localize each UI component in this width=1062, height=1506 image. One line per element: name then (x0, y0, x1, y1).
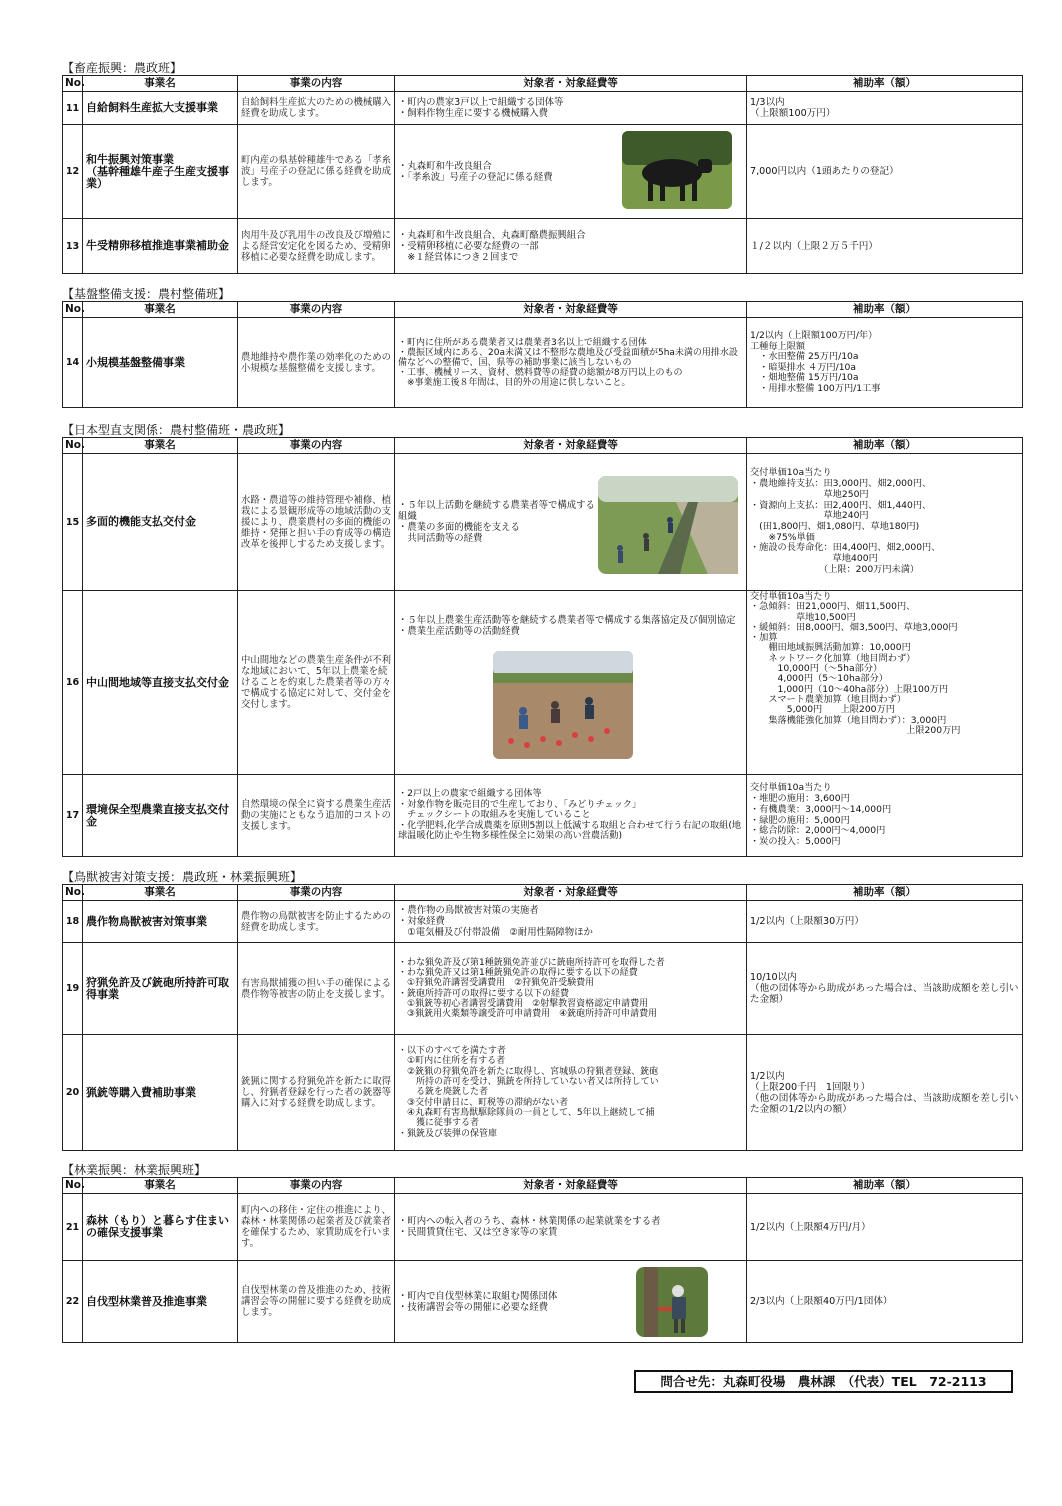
row-content: 銃猟に関する狩猟免許を新たに取得し、狩猟者登録を行った者の銃器等購入に対する経費を助成します。 (238, 1035, 395, 1151)
header-name: 事業名 (83, 885, 238, 901)
row-content: 自然環境の保全に資する農業生産活動の実施にともなう追加的コストの支援します。 (238, 775, 395, 857)
row-name: 農作物鳥獣被害対策事業 (83, 901, 238, 943)
row-target-cell (395, 454, 747, 591)
table-row (63, 901, 1023, 943)
row-name: 多面的機能支払交付金 (83, 454, 238, 591)
header-name: 事業名 (83, 302, 238, 318)
row-no: 13 (63, 219, 83, 274)
table-row (63, 125, 1023, 219)
row-name: 狩猟免許及び銃砲所持許可取得事業 (83, 943, 238, 1035)
row-content: 自給飼料生産拡大のための機械購入経費を助成します。 (238, 92, 395, 125)
table-header (63, 302, 1023, 318)
header-name: 事業名 (83, 76, 238, 92)
row-target: ・以下のすべてを満たす者 ①町内に住所を有する者 ②銃猟の狩猟免許を新たに取得し、宮城県の狩猟者登録、銃砲 所持の許可を受け、猟銃を所持していない者又は所持してい る銃を廃銃した者 ③交付申請日に、町税等の滞納がない者 ④丸森町有害鳥獣駆除隊員の一員として、5年以上継続して捕 獲に従事する者 ・猟銃及び装弾の保管庫 (395, 1035, 747, 1151)
row-no: 16 (63, 591, 83, 775)
header-content: 事業の内容 (238, 1178, 395, 1194)
row-target: ・町内の農家3戸以上で組織する団体等 ・飼料作物生産に要する機械購入費 (395, 92, 747, 125)
row-content: 有害鳥獣捕獲の担い手の確保による農作物等被害の防止を支援します。 (238, 943, 395, 1035)
table-row (63, 1194, 1023, 1261)
table-row (63, 1035, 1023, 1151)
header-target: 対象者・対象経費等 (395, 302, 747, 318)
row-no: 21 (63, 1194, 83, 1261)
row-no: 12 (63, 125, 83, 219)
row-content: 農作物の鳥獣被害を防止するための経費を助成します。 (238, 901, 395, 943)
table-header (63, 885, 1023, 901)
header-rate: 補助率（額） (747, 885, 1023, 901)
header-no: No. (63, 438, 83, 454)
row-no: 15 (63, 454, 83, 591)
table-row (63, 775, 1023, 857)
table-header (63, 1178, 1023, 1194)
row-content: 町内への移住・定住の推進により、森林・林業関係の起業者及び就業者を確保するため、家賃助成を行います。 (238, 1194, 395, 1261)
row-rate: 交付単価10a当たり ・堆肥の施用：3,600円 ・有機農業：3,000円～14,000円 ・緑肥の施用：5,000円 ・総合防除：2,000円～4,000円 ・炭の投入：5,000円 (747, 775, 1023, 857)
subsidy-table (62, 301, 1023, 408)
row-no: 11 (63, 92, 83, 125)
section-title: 【日本型直支関係：農村整備班・農政班】 (62, 423, 291, 437)
header-no: No. (63, 885, 83, 901)
row-content: 自伐型林業の普及推進のため、技術講習会等の開催に要する経費を助成します。 (238, 1261, 395, 1343)
section-wildlife-damage (62, 870, 1022, 1151)
row-rate: 1/2以内（上限額30万円） (747, 901, 1023, 943)
row-name: 猟銃等購入費補助事業 (83, 1035, 238, 1151)
row-no: 14 (63, 318, 83, 408)
row-name: 森林（もり）と暮らす住まいの確保支援事業 (83, 1194, 238, 1261)
table-header (63, 76, 1023, 92)
row-target: ・町内に住所がある農業者又は農業者3名以上で組織する団体 ・農振区域内にある、20a未満又は不整形な農地及び受益面積が5ha未満の用排水設備などへの整備で、国、県等の補助事業に該当しないもの ・工事、機械リース、資材、燃料費等の経費の総額が8万円以上のもの ※事業施工後８年間は、目的外の用途に供しないこと。 (395, 318, 747, 408)
row-target: ・丸森町和牛改良組合、丸森町酪農振興組合 ・受精卵移植に必要な経費の一部 ※１経営体につき２回まで (395, 219, 747, 274)
row-target: ・５年以上活動を継続する農業者等で構成する組織 ・農業の多面的機能を支える 共同活動等の経費 (398, 500, 595, 544)
row-target-cell (395, 1261, 747, 1343)
row-rate: 7,000円以内（1頭あたりの登記） (747, 125, 1023, 219)
flower-planting-photo (493, 651, 633, 759)
contact-box: 問合せ先：丸森町役場 農林課 （代表）TEL 72-2113 (634, 1370, 1013, 1393)
subsidy-table (62, 1177, 1023, 1343)
table-row (63, 219, 1023, 274)
row-target: ・農作物の鳥獣被害対策の実施者 ・対象経費 ①電気柵及び付帯設備 ②耐用性隔障物ほか (395, 901, 747, 943)
header-target: 対象者・対象経費等 (395, 1178, 747, 1194)
row-rate: 1/2以内（上限額4万円/月） (747, 1194, 1023, 1261)
header-no: No. (63, 76, 83, 92)
row-rate: 1/3以内 （上限額100万円） (747, 92, 1023, 125)
row-name: 環境保全型農業直接支払交付金 (83, 775, 238, 857)
row-no: 20 (63, 1035, 83, 1151)
row-rate: 2/3以内（上限額40万円/1団体） (747, 1261, 1023, 1343)
subsidy-table (62, 75, 1023, 274)
row-name: 自給飼料生産拡大支援事業 (83, 92, 238, 125)
row-target: ・2戸以上の農家で組織する団体等 ・対象作物を販売目的で生産しており、「みどりチェック」 チェックシートの取組みを実施していること ・化学肥料,化学合成農薬を原則5割以上低減する取組と合わせて行う右記の取組(地球温暖化防止や生物多様性保全に効果の高い営農活動) (395, 775, 747, 857)
header-target: 対象者・対象経費等 (395, 438, 747, 454)
row-target: ・わな猟免許及び第1種銃猟免許並びに銃砲所持許可を取得した者 ・わな猟免許又は第1種銃猟免許の取得に要する以下の経費 ①狩猟免許講習受講費用 ②狩猟免許受験費用 ・銃砲所持許可の取得に要する以下の経費 ①猟銃等初心者講習受講費用 ②射撃教習資格認定申請費用 ③猟銃用火薬類等譲受許可申請費用 ④銃砲所持許可申請費用 (395, 943, 747, 1035)
table-row (63, 92, 1023, 125)
row-content: 農地維持や農作業の効率化のための小規模な基盤整備を支援します。 (238, 318, 395, 408)
table-header (63, 438, 1023, 454)
subsidy-table (62, 884, 1023, 1151)
header-target: 対象者・対象経費等 (395, 885, 747, 901)
table-row (63, 943, 1023, 1035)
row-target: ・５年以上農業生産活動等を継続する農業者等で構成する集落協定及び個別協定 ・農業生産活動等の活動経費 (398, 615, 736, 637)
section-title: 【鳥獣被害対策支援：農政班・林業振興班】 (62, 870, 303, 884)
row-target: ・丸森町和牛改良組合 ・「孝糸波」号産子の登記に係る経費 (398, 160, 553, 183)
section-title: 【基盤整備支援：農村整備班】 (62, 287, 231, 301)
section-forestry (62, 1163, 1022, 1343)
table-row (63, 591, 1023, 775)
section-infrastructure (62, 287, 1022, 408)
row-content: 中山間地などの農業生産条件が不利な地域において、5年以上農業を続けることを約束した農業者等の方々で構成する協定に対して、交付金を交付します。 (238, 591, 395, 775)
section-title: 【林業振興：林業振興班】 (62, 1163, 207, 1177)
subsidy-table (62, 437, 1023, 857)
row-target-cell (395, 125, 747, 219)
header-name: 事業名 (83, 1178, 238, 1194)
table-row (63, 1261, 1023, 1343)
forestry-worker-photo (636, 1267, 708, 1337)
header-rate: 補助率（額） (747, 438, 1023, 454)
row-name: 自伐型林業普及推進事業 (83, 1261, 238, 1343)
row-no: 22 (63, 1261, 83, 1343)
row-rate: 交付単価10a当たり ・急傾斜：田21,000円、畑11,500円、 草地10,500円 ・緩傾斜：田8,000円、畑3,500円、草地3,000円 ・加算 棚田地域振興活動加算：10,000円 ネットワーク化加算（地目問わず） 10,000円（～5ha部分） 4,000円（5～10ha部分） 1,000円（10～40ha部分）上限100万円 スマート農業加算（地目問わず） 5,000円 上限200万円 集落機能強化加算（地目問わず）：3,000円 上限200万円 (747, 591, 1023, 775)
row-content: 町内産の県基幹種雄牛である「孝糸波」号産子の登記に係る経費を助成します。 (238, 125, 395, 219)
header-rate: 補助率（額） (747, 76, 1023, 92)
row-no: 17 (63, 775, 83, 857)
row-target: ・町内で自伐型林業に取組む関係団体 ・技術講習会等の開催に必要な経費 (398, 1290, 558, 1313)
header-no: No. (63, 1178, 83, 1194)
row-content: 肉用牛及び乳用牛の改良及び増殖による経営安定化を図るため、受精卵移植に必要な経費を助成します。 (238, 219, 395, 274)
row-rate: １/２以内（上限２万５千円） (747, 219, 1023, 274)
section-livestock (62, 61, 1022, 274)
table-row (63, 318, 1023, 408)
header-rate: 補助率（額） (747, 1178, 1023, 1194)
row-target: ・町内への転入者のうち、森林・林業関係の起業就業をする者 ・民間賃貸住宅、又は空き家等の家賃 (395, 1194, 747, 1261)
row-name: 小規模基盤整備事業 (83, 318, 238, 408)
row-name: 和牛振興対策事業 （基幹種雄牛産子生産支援事業） (83, 125, 238, 219)
row-name: 中山間地域等直接支払交付金 (83, 591, 238, 775)
row-rate: 10/10以内 （他の団体等から助成があった場合は、当該助成額を差し引いた金額） (747, 943, 1023, 1035)
header-content: 事業の内容 (238, 438, 395, 454)
section-direct-payments (62, 423, 1022, 857)
black-cattle-photo (622, 131, 732, 209)
header-no: No. (63, 302, 83, 318)
row-rate: 1/2以内 （上限200千円 1回限り） （他の団体等から助成があった場合は、当該助成額を差し引いた金額の1/2以内の額） (747, 1035, 1023, 1151)
header-content: 事業の内容 (238, 885, 395, 901)
row-no: 19 (63, 943, 83, 1035)
row-target-cell (395, 591, 747, 775)
canal-maintenance-photo (598, 476, 738, 574)
header-rate: 補助率（額） (747, 302, 1023, 318)
header-content: 事業の内容 (238, 76, 395, 92)
row-rate: 1/2以内（上限額100万円/年） 工種毎上限額 ・水田整備 25万円/10a ・暗渠排水 ４万円/10a ・畑地整備 15万円/10a ・用排水整備 100万円/1工事 (747, 318, 1023, 408)
row-rate: 交付単価10a当たり ・農地維持支払：田3,000円、畑2,000円、 草地250円 ・資源向上支払：田2,400円、畑1,440円、 草地240円 (田1,800円、畑1,080円、草地180円) ※75%単価 ・施設の長寿命化：田4,400円、畑2,000円、 草地400円 （上限：200万円未満） (747, 454, 1023, 591)
header-target: 対象者・対象経費等 (395, 76, 747, 92)
table-row (63, 454, 1023, 591)
row-no: 18 (63, 901, 83, 943)
row-name: 牛受精卵移植推進事業補助金 (83, 219, 238, 274)
row-content: 水路・農道等の維持管理や補修、植栽による景観形成等の地域活動の支援により、農業農村の多面的機能の維持・発揮と担い手の育成等の構造改革を後押しするため支援します。 (238, 454, 395, 591)
header-content: 事業の内容 (238, 302, 395, 318)
header-name: 事業名 (83, 438, 238, 454)
section-title: 【畜産振興：農政班】 (62, 61, 183, 75)
